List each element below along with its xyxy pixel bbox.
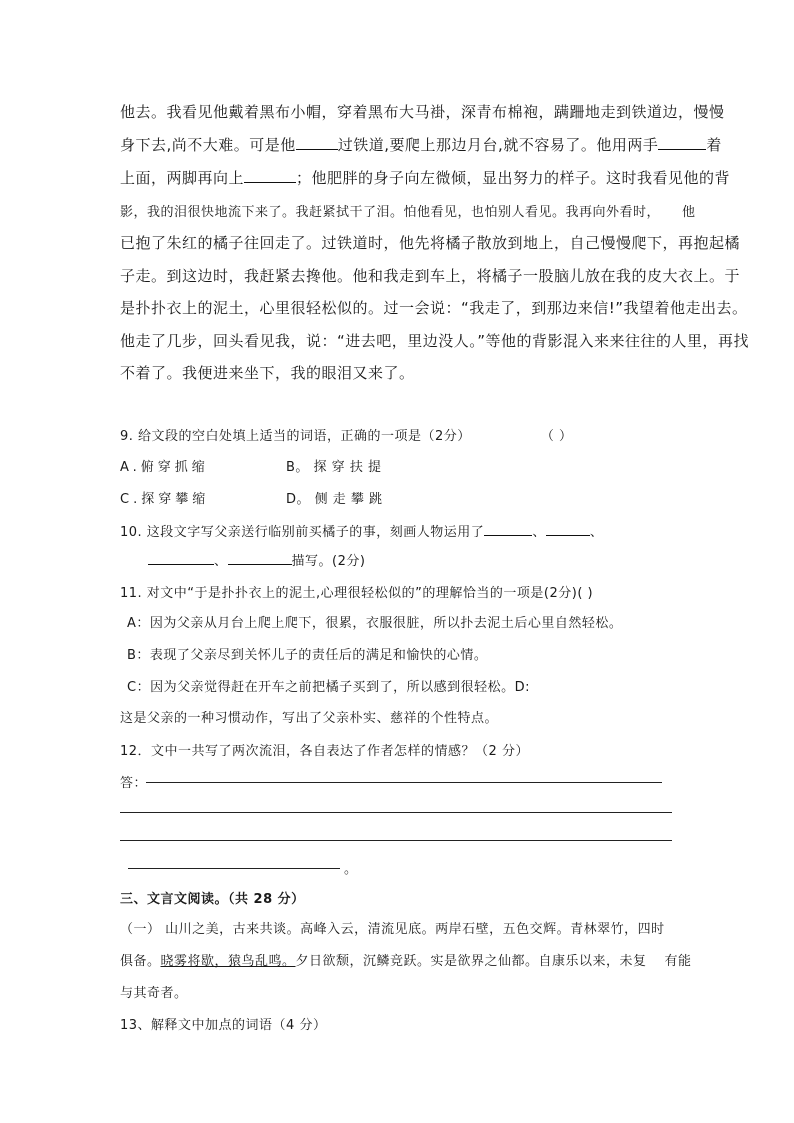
passage-line-8: 他走了几步，回头看见我，说：“进去吧，里边没人。”等他的背影混入来来往往的人里，再找 — [120, 332, 750, 350]
passage-line-3 — [120, 167, 731, 188]
answer-line[interactable] — [120, 812, 672, 813]
q9-stem — [120, 425, 680, 444]
passage-text: 过铁道,要爬上那边月台,就不容易了。他用两手 — [337, 136, 659, 154]
classical-line-2 — [120, 950, 692, 969]
passage-line-6: 子走。到这边时，我赶紧去搀他。他和我走到车上，将橘子一股脑儿放在我的皮大衣上。于 — [120, 267, 741, 285]
q10-continued — [148, 549, 708, 569]
passage-text: 上面，两脚再向上 — [120, 169, 245, 187]
classical-line-1: （一） 山川之美，古来共谈。高峰入云，清流见底。两岸石壁，五色交辉。青林翠竹，四时 — [120, 922, 665, 937]
separator: 、 — [532, 525, 546, 540]
q11-option-b[interactable]: B：表现了父亲尽到关怀儿子的责任后的满足和愉快的心情。 — [127, 648, 488, 663]
q12-answer-label: 答： — [120, 776, 148, 791]
q9-options-row-2 — [120, 488, 680, 507]
question-text: 10. 这段文字写父亲送行临别前买橘子的事，刻画人物运用了 — [120, 525, 485, 540]
q11-option-d[interactable]: 这是父亲的一种习惯动作，写出了父亲朴实、慈祥的个性特点。 — [120, 711, 499, 726]
answer-paren[interactable]: （ ） — [540, 429, 573, 444]
passage-line-4 — [120, 201, 696, 220]
passage-line-2 — [120, 134, 722, 155]
option-c[interactable]: C.探穿攀缩 — [120, 492, 210, 507]
fill-blank[interactable] — [148, 549, 214, 565]
section-heading: 三、文言文阅读。（共 28 分） — [120, 892, 305, 907]
passage-line-1: 他去。我看见他戴着黑布小帽，穿着黑布大马褂，深青布棉袍，蹒跚地走到铁道边，慢慢 — [120, 103, 725, 121]
fill-blank[interactable] — [244, 167, 296, 183]
q11-option-c[interactable]: C：因为父亲觉得赶在开车之前把橘子买到了，所以感到很轻松。D: — [127, 680, 530, 695]
question-text: 描写。(2分) — [291, 554, 366, 569]
passage-text: ；他肥胖的身子向左微倾，显出努力的样子。这时我看见他的背 — [296, 169, 731, 187]
fill-blank[interactable] — [658, 134, 706, 150]
q12-end-mark: 。 — [344, 862, 358, 877]
answer-line[interactable] — [146, 782, 662, 783]
underlined-text: 晓雾将歇，猿鸟乱鸣。 — [160, 954, 296, 969]
separator: 、 — [589, 525, 604, 540]
q9-options-row-1 — [120, 456, 680, 475]
answer-line[interactable] — [120, 840, 672, 841]
option-b[interactable]: B。 探 穿 扶 提 — [286, 460, 382, 475]
fill-blank[interactable] — [228, 549, 292, 565]
answer-line[interactable] — [128, 868, 340, 869]
passage-text: 他 — [682, 205, 696, 220]
passage-text: 身下去,尚不大难。可是他 — [120, 136, 296, 154]
passage-text: 影，我的泪很快地流下来了。我赶紧拭干了泪。怕他看见，也怕别人看见。我再向外看时， — [120, 205, 661, 220]
passage-line-5: 已抱了朱红的橘子往回走了。过铁道时，他先将橘子散放到地上，自己慢慢爬下，再抱起橘 — [120, 234, 741, 252]
classical-text: 俱备。 — [120, 954, 161, 969]
q11-option-a[interactable]: A：因为父亲从月台上爬上爬下，很累，衣服很脏，所以扑去泥土后心里自然轻松。 — [127, 616, 623, 631]
passage-text: 着 — [706, 136, 722, 154]
fill-blank[interactable] — [484, 520, 532, 536]
classical-text: 有能 — [664, 954, 692, 969]
fill-blank[interactable] — [546, 520, 590, 536]
question-text: 9. 给文段的空白处填上适当的词语，正确的一项是（2分） — [120, 429, 471, 444]
classical-line-3: 与其奇者。 — [120, 986, 188, 1001]
q10-stem — [120, 520, 680, 540]
q13-stem: 13、解释文中加点的词语（4 分） — [120, 1018, 327, 1033]
q11-stem: 11. 对文中“于是扑扑衣上的泥土,心理很轻松似的”的理解恰当的一项是(2分)( ) — [120, 586, 594, 601]
fill-blank[interactable] — [296, 134, 338, 150]
passage-line-9: 不着了。我便进来坐下，我的眼泪又来了。 — [120, 364, 415, 382]
option-d[interactable]: D。 侧 走 攀 跳 — [286, 492, 383, 507]
classical-text: 夕日欲颓，沉鳞竞跃。实是欲界之仙都。自康乐以来，未复 — [295, 954, 647, 969]
q12-stem: 12．文中一共写了两次流泪，各自表达了作者怎样的情感？（2 分） — [120, 744, 529, 759]
separator: 、 — [214, 554, 228, 569]
passage-line-7: 是扑扑衣上的泥土，心里很轻松似的。过一会说：“我走了，到那边来信!”我望着他走出去。 — [120, 299, 748, 317]
option-a[interactable]: A.俯穿抓缩 — [120, 460, 209, 475]
